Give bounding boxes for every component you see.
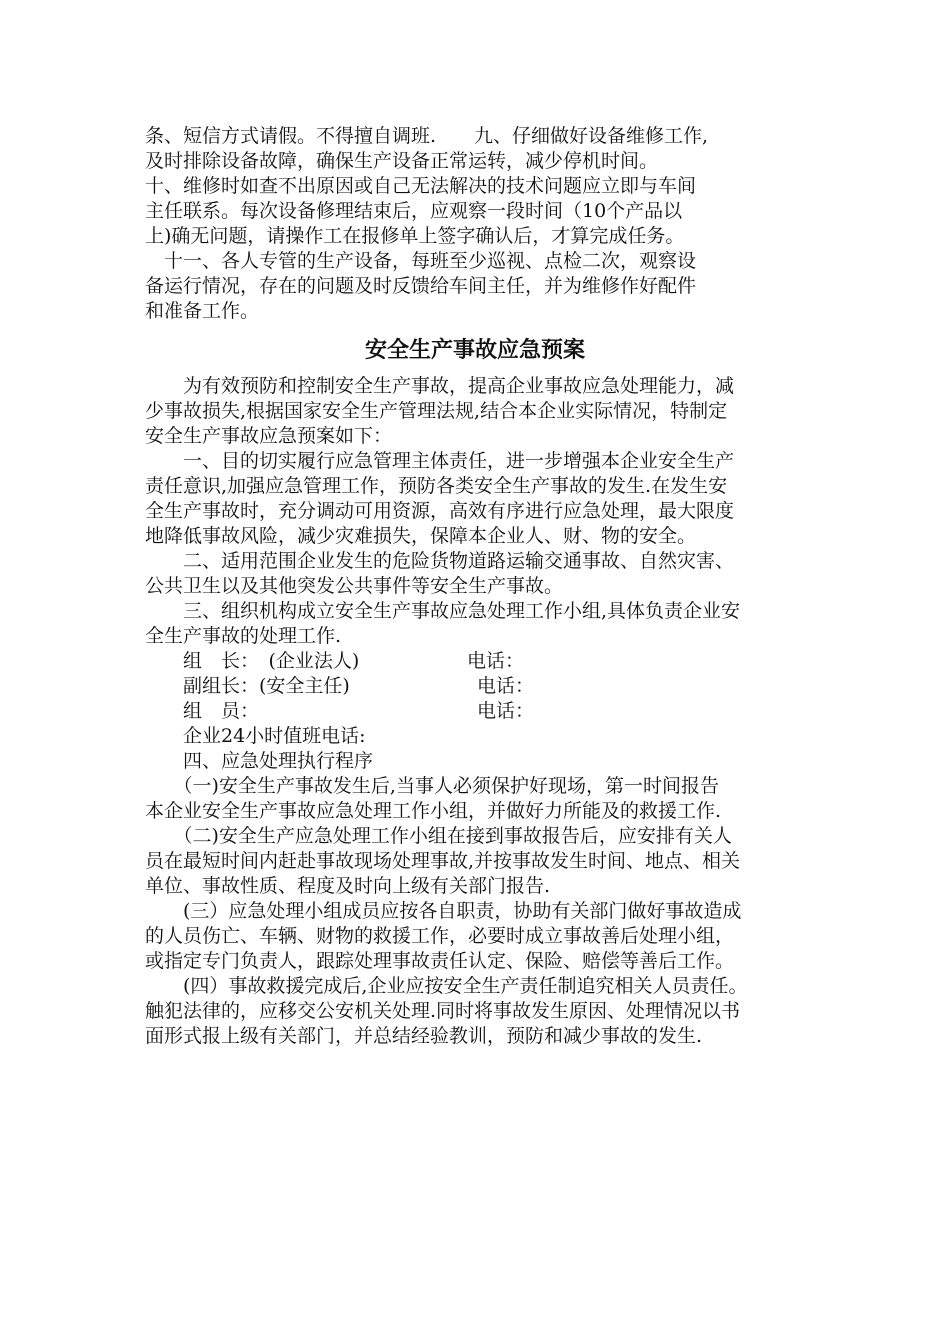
- text-line: 主任联系。每次设备修理结束后，应观察一段时间（10个产品以: [145, 200, 683, 222]
- text-line: 企业24小时值班电话:: [145, 725, 366, 747]
- text-line: 或指定专门负责人，跟踪处理事故责任认定、保险、赔偿等善后工作。: [145, 950, 735, 972]
- text-line: 责任意识,加强应急管理工作，预防各类安全生产事故的发生.在发生安: [145, 475, 728, 497]
- contact-phone-label: 电话：: [477, 675, 535, 697]
- text-line: 上)确无问题，请操作工在报修单上签字确认后，才算完成任务。: [145, 225, 685, 247]
- contact-role-label: 副组长：(安全主任): [183, 675, 350, 697]
- text-line: 为有效预防和控制安全生产事故，提高企业事故应急处理能力，减: [145, 375, 735, 397]
- text-line: 三、组织机构成立安全生产事故应急处理工作小组,具体负责企业安: [145, 600, 741, 622]
- text-line: 及时排除设备故障，确保生产设备正常运转，减少停机时间。: [145, 150, 659, 172]
- text-line: 条、短信方式请假。不得擅自调班. 九、仔细做好设备维修工作,: [145, 125, 709, 147]
- text-line: 员在最短时间内赶赴事故现场处理事故,并按事故发生时间、地点、相关: [145, 850, 741, 872]
- text-line: 二、适用范围企业发生的危险货物道路运输交通事故、自然灾害、: [145, 550, 735, 572]
- document-title: 安全生产事故应急预案: [364, 338, 585, 363]
- contact-role-label: 组 员：: [183, 700, 260, 722]
- contact-phone-label: 电话：: [467, 650, 525, 672]
- text-line: 一、目的切实履行应急管理主体责任，进一步增强本企业安全生产: [145, 450, 735, 472]
- text-line: 地降低事故风险，减少灾难损失，保障本企业人、财、物的安全。: [145, 525, 697, 547]
- text-line: （二)安全生产应急处理工作小组在接到事故报告后，应安排有关人: [145, 825, 732, 847]
- text-line: 的人员伤亡、车辆、财物的救援工作，必要时成立事故善后处理小组，: [145, 925, 735, 947]
- text-line: 单位、事故性质、程度及时向上级有关部门报告.: [145, 875, 551, 897]
- text-line: 面形式报上级有关部门，并总结经验教训，预防和减少事故的发生.: [145, 1025, 703, 1047]
- text-line: 安全生产事故应急预案如下：: [145, 425, 393, 447]
- text-line: 十、维修时如查不出原因或自己无法解决的技术问题应立即与车间: [145, 175, 697, 197]
- text-line: 少事故损失,根据国家安全生产管理法规,结合本企业实际情况，特制定: [145, 400, 728, 422]
- text-line: 公共卫生以及其他突发公共事件等安全生产事故。: [145, 575, 564, 597]
- contact-phone-label: 电话：: [477, 700, 535, 722]
- text-line: (三）应急处理小组成员应按各自职责，协助有关部门做好事故造成: [145, 900, 742, 922]
- text-line: 四、应急处理执行程序: [145, 750, 374, 772]
- text-line: 备运行情况，存在的问题及时反馈给车间主任，并为维修作好配件: [145, 275, 697, 297]
- text-line: 全生产事故的处理工作.: [145, 625, 342, 647]
- text-line: 触犯法律的，应移交公安机关处理.同时将事故发生原因、处理情况以书: [145, 1000, 741, 1022]
- text-line: 和准备工作。: [145, 300, 260, 322]
- contact-role-label: 组 长： (企业法人): [183, 650, 360, 672]
- text-line: (四）事故救援完成后,企业应按安全生产责任制追究相关人员责任。: [145, 975, 748, 997]
- text-line: 十一、各人专管的生产设备，每班至少巡视、点检二次，观察设: [145, 250, 697, 272]
- text-line: 本企业安全生产事故应急处理工作小组，并做好力所能及的救援工作.: [145, 800, 722, 822]
- text-line: 全生产事故时，充分调动可用资源，高效有序进行应急处理，最大限度: [145, 500, 735, 522]
- text-line: （一)安全生产事故发生后,当事人必须保护好现场，第一时间报告: [145, 775, 719, 797]
